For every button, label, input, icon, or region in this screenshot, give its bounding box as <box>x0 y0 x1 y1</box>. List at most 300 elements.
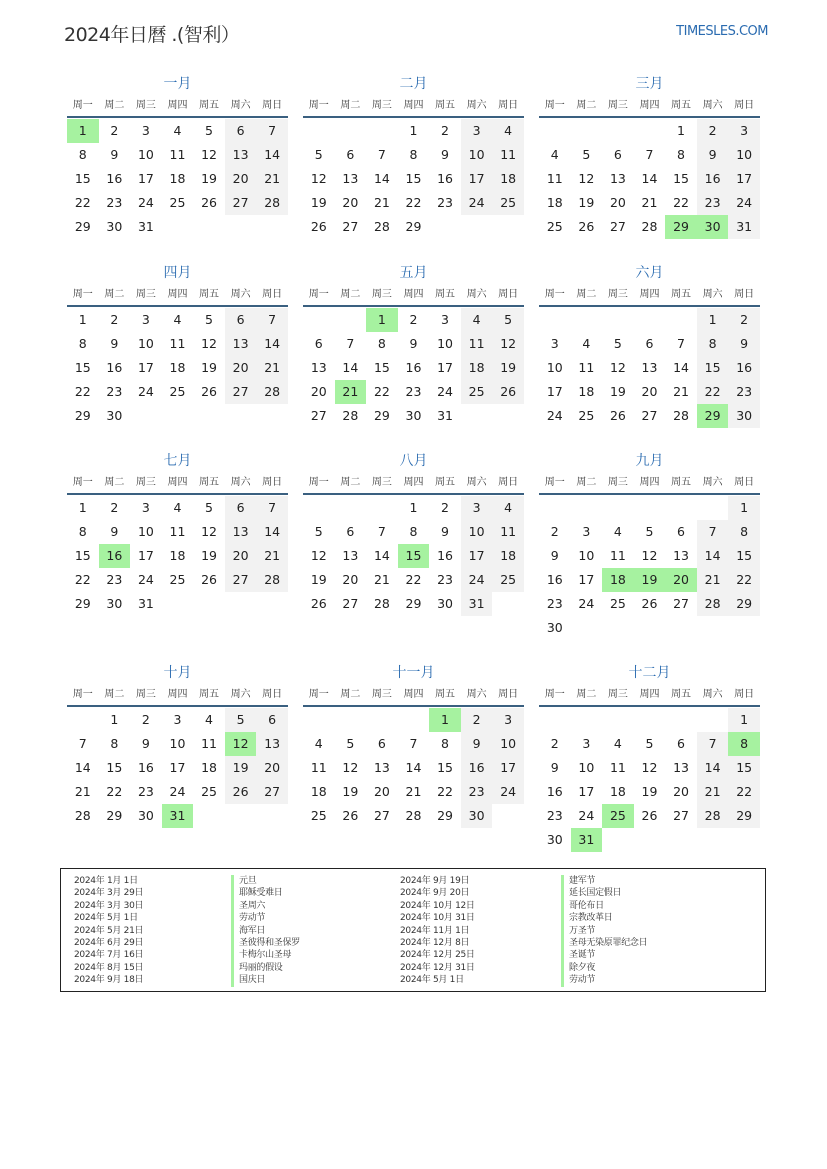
day-cell: 4 <box>613 735 622 751</box>
day-cell: 14 <box>256 143 288 167</box>
day-cell: 3 <box>141 123 150 138</box>
day-cell: 8 <box>78 524 87 539</box>
day-cell: 10 <box>461 143 493 167</box>
weekday-label: 周六 <box>466 688 487 700</box>
day-cell: 9 <box>110 524 119 539</box>
weekday-label: 周三 <box>607 288 628 300</box>
empty-day-cell <box>366 496 398 520</box>
day-cell: 23 <box>697 191 729 215</box>
day-cell: 25 <box>310 807 327 823</box>
month-name: 一月 <box>163 76 192 92</box>
day-cell: 17 <box>461 544 493 568</box>
day-cell: 16 <box>437 548 453 563</box>
day-cell: 25 <box>492 191 524 215</box>
day-cell: 2 <box>409 311 418 327</box>
day-cell: 19 <box>225 756 257 780</box>
day-cell: 27 <box>373 807 390 823</box>
day-cell: 20 <box>225 167 257 191</box>
holiday-date: 2024年 8月 15日 <box>74 962 144 973</box>
day-cell: 29 <box>728 804 760 828</box>
day-cell: 10 <box>492 732 524 756</box>
day-cell: 19 <box>641 783 658 799</box>
empty-day-cell <box>303 496 335 520</box>
day-cell: 27 <box>310 407 327 423</box>
day-cell: 20 <box>225 544 257 568</box>
day-cell: 8 <box>677 147 685 162</box>
day-cell: 10 <box>137 335 154 351</box>
holiday-day-cell: 21 <box>335 380 367 404</box>
holiday-day-cell: 8 <box>728 732 760 756</box>
day-cell: 24 <box>492 780 524 804</box>
empty-day-cell <box>634 496 666 520</box>
holiday-day-cell: 29 <box>665 215 697 239</box>
day-cell: 11 <box>169 147 186 162</box>
weekday-label: 周六 <box>230 288 251 300</box>
day-cell: 18 <box>310 783 327 799</box>
holiday-date: 2024年 10月 12日 <box>400 900 475 911</box>
day-cell: 13 <box>225 332 257 356</box>
day-cell: 2 <box>110 123 119 138</box>
day-cell: 1 <box>110 711 119 727</box>
day-cell: 18 <box>609 783 626 799</box>
day-cell: 20 <box>225 356 257 380</box>
weekday-label: 周三 <box>371 688 392 700</box>
day-cell: 7 <box>78 735 87 751</box>
day-cell: 11 <box>492 143 524 167</box>
day-cell: 10 <box>578 759 595 775</box>
weekday-header <box>303 95 524 118</box>
weekday-label: 周二 <box>340 288 361 300</box>
weekday-label: 周三 <box>371 100 392 111</box>
day-cell: 27 <box>225 380 257 404</box>
weekday-label: 周日 <box>262 100 283 111</box>
day-cell: 8 <box>409 147 418 162</box>
month-block <box>303 450 524 639</box>
day-cell: 26 <box>641 596 658 611</box>
day-grid <box>67 308 288 428</box>
day-cell: 22 <box>405 195 422 210</box>
day-cell: 29 <box>373 407 390 423</box>
weekday-label: 周四 <box>403 100 424 111</box>
weekday-label: 周三 <box>135 288 156 300</box>
day-cell: 21 <box>256 356 288 380</box>
day-cell: 18 <box>169 359 186 375</box>
day-cell: 1 <box>78 311 87 327</box>
day-cell: 13 <box>225 520 257 544</box>
day-cell: 30 <box>106 596 123 611</box>
month-block <box>303 262 524 451</box>
day-cell: 28 <box>256 568 288 592</box>
day-cell: 10 <box>461 520 493 544</box>
day-cell: 23 <box>437 195 453 210</box>
day-cell: 7 <box>256 496 288 520</box>
weekday-label: 周一 <box>544 100 565 111</box>
weekday-label: 周二 <box>104 100 125 111</box>
month-name: 七月 <box>163 453 192 469</box>
day-cell: 30 <box>546 831 563 847</box>
day-cell: 9 <box>141 735 150 751</box>
day-cell: 10 <box>578 548 595 563</box>
weekday-label: 周三 <box>135 477 156 488</box>
day-cell: 8 <box>78 147 87 162</box>
day-cell: 30 <box>461 804 493 828</box>
day-cell: 22 <box>106 783 123 799</box>
empty-day-cell <box>602 308 634 332</box>
holiday-name: 建军节 <box>569 876 596 886</box>
day-cell: 3 <box>141 311 150 327</box>
day-cell: 24 <box>461 191 493 215</box>
holiday-date: 2024年 9月 18日 <box>74 975 144 986</box>
day-grid <box>539 496 760 640</box>
day-cell: 28 <box>697 804 729 828</box>
day-cell: 30 <box>137 807 154 823</box>
day-cell: 21 <box>256 544 288 568</box>
day-cell: 25 <box>169 195 186 210</box>
day-cell: 29 <box>106 807 123 823</box>
day-cell: 15 <box>728 756 760 780</box>
day-cell: 7 <box>256 308 288 332</box>
day-cell: 7 <box>256 119 288 143</box>
day-cell: 9 <box>697 143 729 167</box>
day-cell: 21 <box>373 195 390 210</box>
weekday-label: 周一 <box>308 288 329 300</box>
day-cell: 20 <box>342 195 359 210</box>
month-name: 十月 <box>163 664 192 681</box>
day-cell: 27 <box>641 407 658 423</box>
day-cell: 30 <box>437 596 453 611</box>
day-cell: 25 <box>169 383 186 399</box>
weekday-label: 周六 <box>702 477 723 488</box>
day-cell: 2 <box>550 524 559 539</box>
day-cell: 16 <box>546 783 563 799</box>
month-block <box>67 662 288 851</box>
calendar-grid <box>67 73 760 850</box>
day-cell: 17 <box>461 167 493 191</box>
holiday-name: 圣诞节 <box>569 950 596 961</box>
weekday-label: 周日 <box>262 477 283 488</box>
weekday-label: 周二 <box>104 288 125 300</box>
day-cell: 8 <box>728 520 760 544</box>
day-cell: 28 <box>342 407 359 423</box>
weekday-label: 周五 <box>671 100 692 111</box>
day-cell: 3 <box>582 524 591 539</box>
day-cell: 7 <box>677 335 685 351</box>
holiday-name: 劳动节 <box>239 913 266 924</box>
month-block <box>303 73 524 262</box>
day-cell: 24 <box>578 807 595 823</box>
day-cell: 14 <box>342 359 359 375</box>
day-cell: 16 <box>437 171 453 186</box>
day-cell: 3 <box>461 119 493 143</box>
holiday-date: 2024年 12月 31日 <box>400 962 475 973</box>
day-cell: 15 <box>697 356 729 380</box>
holiday-name: 哥伦布日 <box>569 900 604 911</box>
day-cell: 23 <box>106 195 123 210</box>
month-block <box>539 73 760 262</box>
day-cell: 27 <box>225 568 257 592</box>
day-cell: 17 <box>437 359 453 375</box>
weekday-label: 周五 <box>435 100 456 111</box>
day-cell: 10 <box>169 735 186 751</box>
holiday-list <box>60 868 766 992</box>
weekday-label: 周日 <box>498 288 519 300</box>
holiday-date: 2024年 11月 1日 <box>400 925 470 936</box>
day-cell: 4 <box>173 123 182 138</box>
weekday-label: 周六 <box>230 688 251 700</box>
month-name: 九月 <box>635 453 664 469</box>
holiday-name: 圣周六 <box>239 900 266 911</box>
day-cell: 28 <box>673 407 689 423</box>
weekday-label: 周一 <box>308 688 329 700</box>
day-grid <box>539 708 760 852</box>
day-cell: 28 <box>697 592 729 616</box>
weekday-label: 周四 <box>403 288 424 300</box>
holiday-day-cell: 15 <box>398 544 430 568</box>
holiday-name: 万圣节 <box>569 925 596 936</box>
holiday-date: 2024年 12月 25日 <box>400 950 475 961</box>
day-cell: 13 <box>641 359 658 375</box>
day-cell: 23 <box>437 572 453 587</box>
weekday-label: 周三 <box>607 477 628 488</box>
day-cell: 30 <box>106 407 123 423</box>
month-block <box>539 662 760 851</box>
day-cell: 23 <box>461 780 493 804</box>
holiday-name: 卡梅尔山圣母 <box>239 950 292 961</box>
weekday-label: 周日 <box>262 288 283 300</box>
day-cell: 19 <box>201 548 217 563</box>
day-cell: 4 <box>461 308 493 332</box>
day-cell: 12 <box>492 332 524 356</box>
holiday-name: 延长国定假日 <box>569 888 622 899</box>
day-cell: 16 <box>137 759 154 775</box>
holiday-date: 2024年 3月 29日 <box>74 888 144 899</box>
month-name: 三月 <box>635 76 664 92</box>
day-cell: 17 <box>492 756 524 780</box>
day-cell: 9 <box>110 335 119 351</box>
day-cell: 14 <box>256 520 288 544</box>
holiday-date: 2024年 9月 20日 <box>400 888 470 899</box>
day-cell: 26 <box>201 195 217 210</box>
day-cell: 8 <box>409 524 418 539</box>
holiday-dates-column <box>74 875 224 987</box>
weekday-label: 周四 <box>403 688 424 700</box>
holiday-date: 2024年 3月 30日 <box>74 900 144 911</box>
day-cell: 12 <box>641 759 658 775</box>
day-cell: 14 <box>641 171 658 186</box>
holiday-name: 海军日 <box>239 925 266 936</box>
empty-day-cell <box>571 308 603 332</box>
day-cell: 5 <box>645 735 654 751</box>
day-cell: 11 <box>310 759 327 775</box>
weekday-label: 周三 <box>607 100 628 111</box>
holiday-name: 国庆日 <box>239 975 266 986</box>
day-cell: 28 <box>74 807 91 823</box>
day-cell: 14 <box>405 759 422 775</box>
weekday-label: 周二 <box>340 688 361 700</box>
empty-day-cell <box>634 708 666 732</box>
day-cell: 12 <box>201 147 217 162</box>
day-cell: 18 <box>461 356 493 380</box>
day-cell: 24 <box>137 572 154 587</box>
day-cell: 9 <box>550 759 559 775</box>
weekday-header <box>539 472 760 495</box>
day-cell: 24 <box>437 383 453 399</box>
day-cell: 9 <box>550 548 559 563</box>
day-cell: 5 <box>346 735 355 751</box>
weekday-label: 周六 <box>702 688 723 700</box>
day-cell: 7 <box>409 735 418 751</box>
weekday-header <box>67 284 288 307</box>
day-cell: 7 <box>346 335 355 351</box>
day-cell: 13 <box>342 171 359 186</box>
day-cell: 27 <box>342 219 359 234</box>
day-cell: 21 <box>405 783 422 799</box>
holiday-name: 玛丽的假设 <box>239 962 283 973</box>
day-cell: 27 <box>256 780 288 804</box>
empty-day-cell <box>303 119 335 143</box>
day-cell: 25 <box>461 380 493 404</box>
day-cell: 17 <box>169 759 186 775</box>
day-cell: 10 <box>437 335 453 351</box>
day-cell: 13 <box>310 359 327 375</box>
day-cell: 17 <box>728 167 760 191</box>
day-cell: 18 <box>578 383 595 399</box>
day-cell: 3 <box>728 119 760 143</box>
day-cell: 1 <box>728 708 760 732</box>
holiday-date: 2024年 9月 19日 <box>400 876 470 886</box>
day-grid <box>303 308 524 428</box>
weekday-label: 周四 <box>403 477 424 488</box>
weekday-label: 周二 <box>104 688 125 700</box>
holiday-day-cell: 30 <box>697 215 729 239</box>
holiday-day-cell: 12 <box>225 732 257 756</box>
day-cell: 18 <box>169 171 186 186</box>
day-cell: 11 <box>609 548 626 563</box>
weekday-header <box>303 684 524 707</box>
weekday-label: 周五 <box>199 477 220 488</box>
day-grid <box>539 308 760 428</box>
site-link[interactable]: TIMESLES.COM <box>676 24 768 39</box>
empty-day-cell <box>539 119 571 143</box>
day-cell: 17 <box>578 783 595 799</box>
empty-day-cell <box>602 119 634 143</box>
day-cell: 27 <box>609 219 626 234</box>
day-grid <box>67 496 288 616</box>
day-cell: 9 <box>441 147 449 162</box>
weekday-label: 周三 <box>607 688 628 700</box>
holiday-name: 元旦 <box>239 876 257 886</box>
month-block <box>67 262 288 451</box>
day-cell: 23 <box>405 383 422 399</box>
empty-day-cell <box>665 708 697 732</box>
day-cell: 24 <box>728 191 760 215</box>
day-grid <box>539 119 760 239</box>
month-block <box>67 450 288 639</box>
day-cell: 28 <box>373 219 390 234</box>
weekday-label: 周四 <box>639 477 660 488</box>
day-cell: 3 <box>141 500 150 515</box>
weekday-label: 周五 <box>671 288 692 300</box>
day-cell: 26 <box>609 407 626 423</box>
day-cell: 29 <box>437 807 453 823</box>
month-block <box>67 73 288 262</box>
day-cell: 2 <box>697 119 729 143</box>
day-cell: 3 <box>550 335 559 351</box>
day-cell: 22 <box>728 780 760 804</box>
day-cell: 7 <box>645 147 654 162</box>
day-cell: 2 <box>441 500 449 515</box>
day-cell: 26 <box>201 572 217 587</box>
day-cell: 11 <box>578 359 595 375</box>
day-cell: 14 <box>373 171 390 186</box>
empty-day-cell <box>571 119 603 143</box>
month-name: 十二月 <box>628 664 671 681</box>
holiday-date: 2024年 10月 31日 <box>400 913 475 924</box>
day-cell: 13 <box>609 171 626 186</box>
day-cell: 8 <box>110 735 119 751</box>
day-cell: 11 <box>492 520 524 544</box>
day-cell: 27 <box>225 191 257 215</box>
day-cell: 20 <box>673 783 689 799</box>
day-cell: 13 <box>225 143 257 167</box>
day-cell: 12 <box>342 759 359 775</box>
day-cell: 4 <box>173 500 182 515</box>
day-cell: 9 <box>110 147 119 162</box>
day-cell: 26 <box>492 380 524 404</box>
weekday-label: 周六 <box>702 288 723 300</box>
day-cell: 17 <box>578 572 595 587</box>
day-cell: 5 <box>645 524 654 539</box>
month-name: 五月 <box>399 264 428 281</box>
day-cell: 14 <box>256 332 288 356</box>
holiday-name: 耶稣受难日 <box>239 888 283 899</box>
day-cell: 4 <box>613 524 622 539</box>
weekday-header <box>67 684 288 707</box>
day-cell: 16 <box>546 572 563 587</box>
empty-day-cell <box>335 308 367 332</box>
day-cell: 13 <box>342 548 359 563</box>
month-name: 十一月 <box>392 664 435 681</box>
day-cell: 17 <box>137 548 154 563</box>
day-cell: 7 <box>697 732 729 756</box>
day-cell: 3 <box>582 735 591 751</box>
empty-day-cell <box>366 119 398 143</box>
holiday-day-cell: 31 <box>162 804 194 828</box>
weekday-label: 周三 <box>135 100 156 111</box>
weekday-label: 周三 <box>371 477 392 488</box>
empty-day-cell <box>335 119 367 143</box>
day-cell: 4 <box>582 335 591 351</box>
day-cell: 6 <box>225 496 257 520</box>
weekday-label: 周二 <box>576 288 597 300</box>
day-cell: 8 <box>441 735 449 751</box>
day-cell: 28 <box>641 219 658 234</box>
day-cell: 2 <box>441 123 449 138</box>
day-cell: 26 <box>225 780 257 804</box>
day-cell: 4 <box>492 496 524 520</box>
day-cell: 31 <box>137 219 154 234</box>
empty-day-cell <box>665 496 697 520</box>
day-cell: 15 <box>74 359 91 375</box>
day-cell: 9 <box>441 524 449 539</box>
empty-day-cell <box>571 496 603 520</box>
weekday-header <box>303 284 524 307</box>
day-cell: 23 <box>546 807 563 823</box>
day-cell: 12 <box>609 359 626 375</box>
day-cell: 2 <box>461 708 493 732</box>
day-cell: 5 <box>225 708 257 732</box>
day-cell: 10 <box>137 147 154 162</box>
